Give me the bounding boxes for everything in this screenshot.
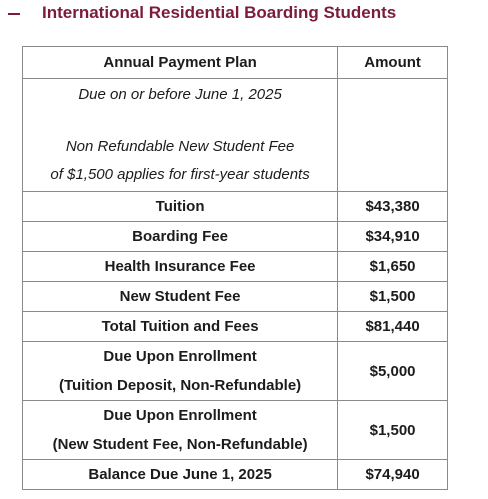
row-amount: $1,500 [338,282,448,312]
intro-cell [23,79,338,192]
intro-amount-cell [338,79,448,192]
payment-plan-table [22,46,448,490]
row-label-cell [23,342,338,401]
row-amount: $81,440 [338,312,448,342]
row-amount: $1,650 [338,252,448,282]
table-row-tuition [23,192,448,222]
table-row-new-student-deposit [23,401,448,460]
header-plan: Annual Payment Plan [23,47,338,79]
due-date-text: Due on or before June 1, 2025 [78,86,282,103]
row-label: Tuition [23,192,338,222]
header-amount: Amount [338,47,448,79]
row-amount: $74,940 [338,460,448,490]
row-label: Due Upon Enrollment [103,407,257,424]
intro-row [23,79,448,192]
fee-note-line1: Non Refundable New Student Fee [65,138,295,155]
table-row-balance-due [23,460,448,490]
section-title: International Residential Boarding Students [42,3,397,22]
row-label: Health Insurance Fee [23,252,338,282]
row-amount: $1,500 [338,401,448,460]
table-row-total [23,312,448,342]
row-label-cell [23,401,338,460]
row-sublabel: (Tuition Deposit, Non-Refundable) [58,377,302,394]
table-header-row [23,47,448,79]
row-label: New Student Fee [23,282,338,312]
table-row-health-insurance [23,252,448,282]
row-amount: $34,910 [338,222,448,252]
table-row-new-student-fee [23,282,448,312]
heading-dash [8,13,20,15]
row-amount: $43,380 [338,192,448,222]
fee-note-line2: of $1,500 applies for first-year students [50,166,310,183]
row-label: Boarding Fee [23,222,338,252]
row-label: Due Upon Enrollment [103,348,257,365]
row-sublabel: (New Student Fee, Non-Refundable) [52,436,308,453]
table-row-tuition-deposit [23,342,448,401]
row-label: Total Tuition and Fees [23,312,338,342]
row-label: Balance Due June 1, 2025 [23,460,338,490]
row-amount: $5,000 [338,342,448,401]
section-heading [0,0,396,26]
table-row-boarding-fee [23,222,448,252]
